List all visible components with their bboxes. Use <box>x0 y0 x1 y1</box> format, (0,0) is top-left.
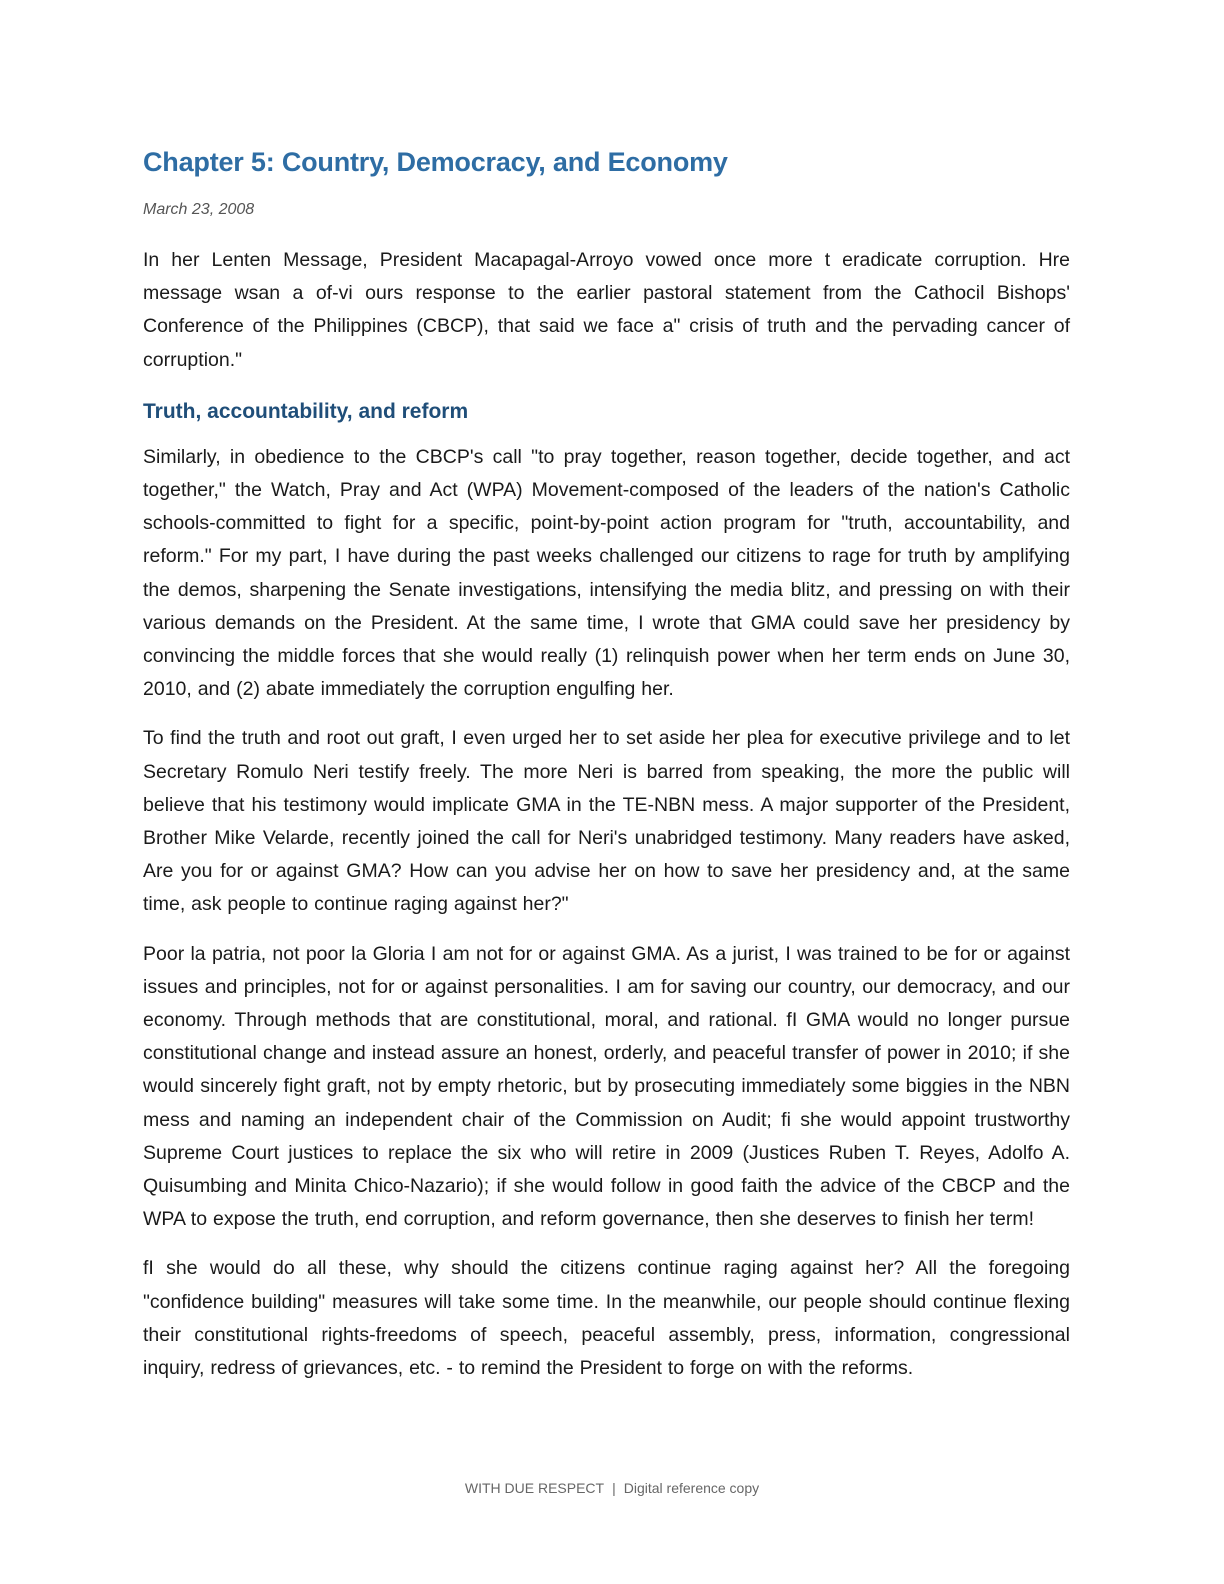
page-footer <box>0 1478 1224 1498</box>
footer-note: Digital reference copy <box>623 1480 760 1496</box>
paragraph-2: Similarly, in obedience to the CBCP's call "to pray together, reason together, decide together, and act together," the Watch, Pray and Act (WPA) Movement-composed of the leaders of the nation's Catholic schools-committed to fight for a specific, point-by-point action program for "truth, accountability, and reform." For my part, I have during the past weeks challenged our citizens to rage for truth by amplifying the demos, sharpening the Senate investigations, intensifying the media blitz, and pressing on with their various demands on the President. At the same time, I wrote that GMA could save her presidency by convincing the middle forces that she would really (1) relinquish power when her term ends on June 30, 2010, and (2) abate immediately the corruption engulfing her. <box>143 445 1070 701</box>
footer-separator: | <box>612 1480 616 1496</box>
chapter-date: March 23, 2008 <box>143 201 255 218</box>
section-heading: Truth, accountability, and reform <box>143 399 469 423</box>
paragraph-4: Poor la patria, not poor la Gloria I am not for or against GMA. As a jurist, I was trained to be for or against issues and principles, not for or against personalities. I am for saving our country, our democracy, and our economy. Through methods that are constitutional, moral, and rational. fI GMA would no longer pursue constitutional change and instead assure an honest, orderly, and peaceful transfer of power in 2010; if she would sincerely fight graft, not by empty rhetoric, but by prosecuting immediately some biggies in the NBN mess and naming an independent chair of the Commission on Audit; fi she would appoint trustworthy Supreme Court justices to replace the six who will retire in 2009 (Justices Ruben T. Reyes, Adolfo A. Quisumbing and Minita Chico-Nazario); if she would follow in good faith the advice of the CBCP and the WPA to expose the truth, end corruption, and reform governance, then she deserves to finish her term! <box>143 942 1070 1231</box>
paragraph-5: fI she would do all these, why should the citizens continue raging against her? All the foregoing "confidence building" measures will take some time. In the meanwhile, our people should continue flexing their constitutional rights-freedoms of speech, peaceful assembly, press, information, congressional inquiry, redress of grievances, etc. - to remind the President to forge on with the reforms. <box>143 1257 1070 1380</box>
footer-book-title: WITH DUE RESPECT <box>464 1480 605 1496</box>
document-page <box>143 140 1070 1385</box>
chapter-title: Chapter 5: Country, Democracy, and Economy <box>143 147 728 177</box>
paragraph-3: To find the truth and root out graft, I even urged her to set aside her plea for executive privilege and to let Secretary Romulo Neri testify freely. The more Neri is barred from speaking, the more the public will believe that his testimony would implicate GMA in the TE-NBN mess. A major supporter of the President, Brother Mike Velarde, recently joined the call for Neri's unabridged testimony. Many readers have asked, Are you for or against GMA? How can you advise her on how to save her presidency and, at the same time, ask people to continue raging against her?" <box>143 727 1070 916</box>
paragraph-intro: In her Lenten Message, President Macapagal-Arroyo vowed once more t eradicate corruption. Hre message wsan a of-vi ours response to the earlier pastoral statement from the Cathocil Bishops' Conference of the Philippines (CBCP), that said we face a" crisis of truth and the pervading cancer of corruption." <box>143 249 1070 371</box>
